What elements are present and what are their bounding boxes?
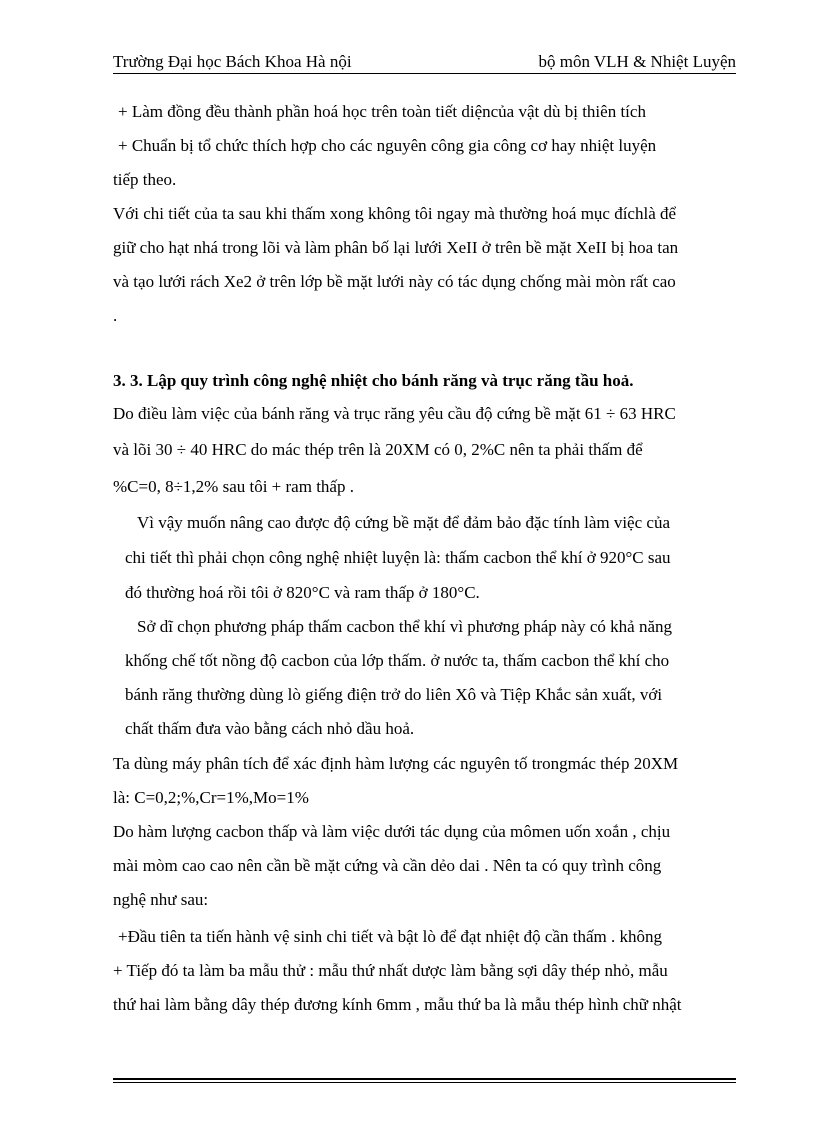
text-line: %C=0, 8÷1,2% sau tôi + ram thấp . xyxy=(113,477,354,496)
text-line: khống chế tốt nồng độ cacbon của lớp thấm. ở nước ta, thấm cacbon thể khí cho xyxy=(125,651,670,670)
text-line: Sở dĩ chọn phương pháp thấm cacbon thể khí vì phương pháp này có khả năng xyxy=(137,617,672,636)
text-line: mài mòm cao cao nên cần bề mặt cứng và cần dẻo dai . Nên ta có quy trình công xyxy=(113,856,662,875)
text-line: Vì vậy muốn nâng cao được độ cứng bề mặt để đảm bảo đặc tính làm việc của xyxy=(137,513,670,532)
section-heading: 3. 3. Lập quy trình công nghệ nhiệt cho bánh răng và trục răng tầu hoả. xyxy=(113,371,634,390)
text-line: thứ hai làm bằng dây thép đương kính 6mm , mẫu thứ ba là mẫu thép hình chữ nhật xyxy=(113,995,682,1014)
text-line: Do hàm lượng cacbon thấp và làm việc dưới tác dụng của mômen uốn xoắn , chịu xyxy=(113,822,671,841)
text-line: Ta dùng máy phân tích để xác định hàm lượng các nguyên tố trongmác thép 20XM xyxy=(113,754,679,773)
text-line: +Đầu tiên ta tiến hành vệ sinh chi tiết và bật lò để đạt nhiệt độ cần thấm . không xyxy=(118,927,662,946)
text-line: và tạo lưới rách Xe2 ở trên lớp bề mặt lưới này có tác dụng chống mài mòn rất cao xyxy=(113,272,676,291)
text-line: nghệ như sau: xyxy=(113,890,209,909)
text-line: tiếp theo. xyxy=(113,170,177,189)
text-line: là: C=0,2;%,Cr=1%,Mo=1% xyxy=(113,788,309,807)
text-line: chất thấm đưa vào bằng cách nhỏ dầu hoả. xyxy=(125,719,415,738)
header-university: Trường Đại học Bách Khoa Hà nội xyxy=(113,52,352,71)
text-line: . xyxy=(113,306,118,325)
text-line: giữ cho hạt nhá trong lõi và làm phân bố lại lưới XeII ở trên bề mặt XeII bị hoa tan xyxy=(113,238,679,257)
text-line: + Chuẩn bị tổ chức thích hợp cho các nguyên công gia công cơ hay nhiệt luyện xyxy=(118,136,657,155)
header-rule xyxy=(113,73,736,74)
text-line: Do điều làm việc của bánh răng và trục răng yêu cầu độ cứng bề mặt 61 ÷ 63 HRC xyxy=(113,404,676,423)
text-line: và lõi 30 ÷ 40 HRC do mác thép trên là 20XM có 0, 2%C nên ta phải thấm để xyxy=(113,440,643,459)
header-department: bộ môn VLH & Nhiệt Luyện xyxy=(538,52,736,71)
text-line: + Làm đồng đều thành phần hoá học trên toàn tiết diệncủa vật dù bị thiên tích xyxy=(118,102,646,121)
text-line: Với chi tiết của ta sau khi thấm xong không tôi ngay mà thường hoá mục đíchlà để xyxy=(113,204,677,223)
text-line: đó thường hoá rồi tôi ở 820°C và ram thấp ở 180°C. xyxy=(125,583,480,602)
page-header xyxy=(113,52,736,76)
text-line: + Tiếp đó ta làm ba mẫu thử : mẫu thứ nhất dược làm bằng sợi dây thép nhỏ, mẫu xyxy=(113,961,668,980)
text-line: bánh răng thường dùng lò giếng điện trở do liên Xô và Tiệp Khắc sản xuất, với xyxy=(125,685,663,704)
text-line: chi tiết thì phải chọn công nghệ nhiệt luyện là: thấm cacbon thể khí ở 920°C sau xyxy=(125,548,671,567)
footer-rule-thick xyxy=(113,1078,736,1080)
footer-rule-thin xyxy=(113,1082,736,1083)
